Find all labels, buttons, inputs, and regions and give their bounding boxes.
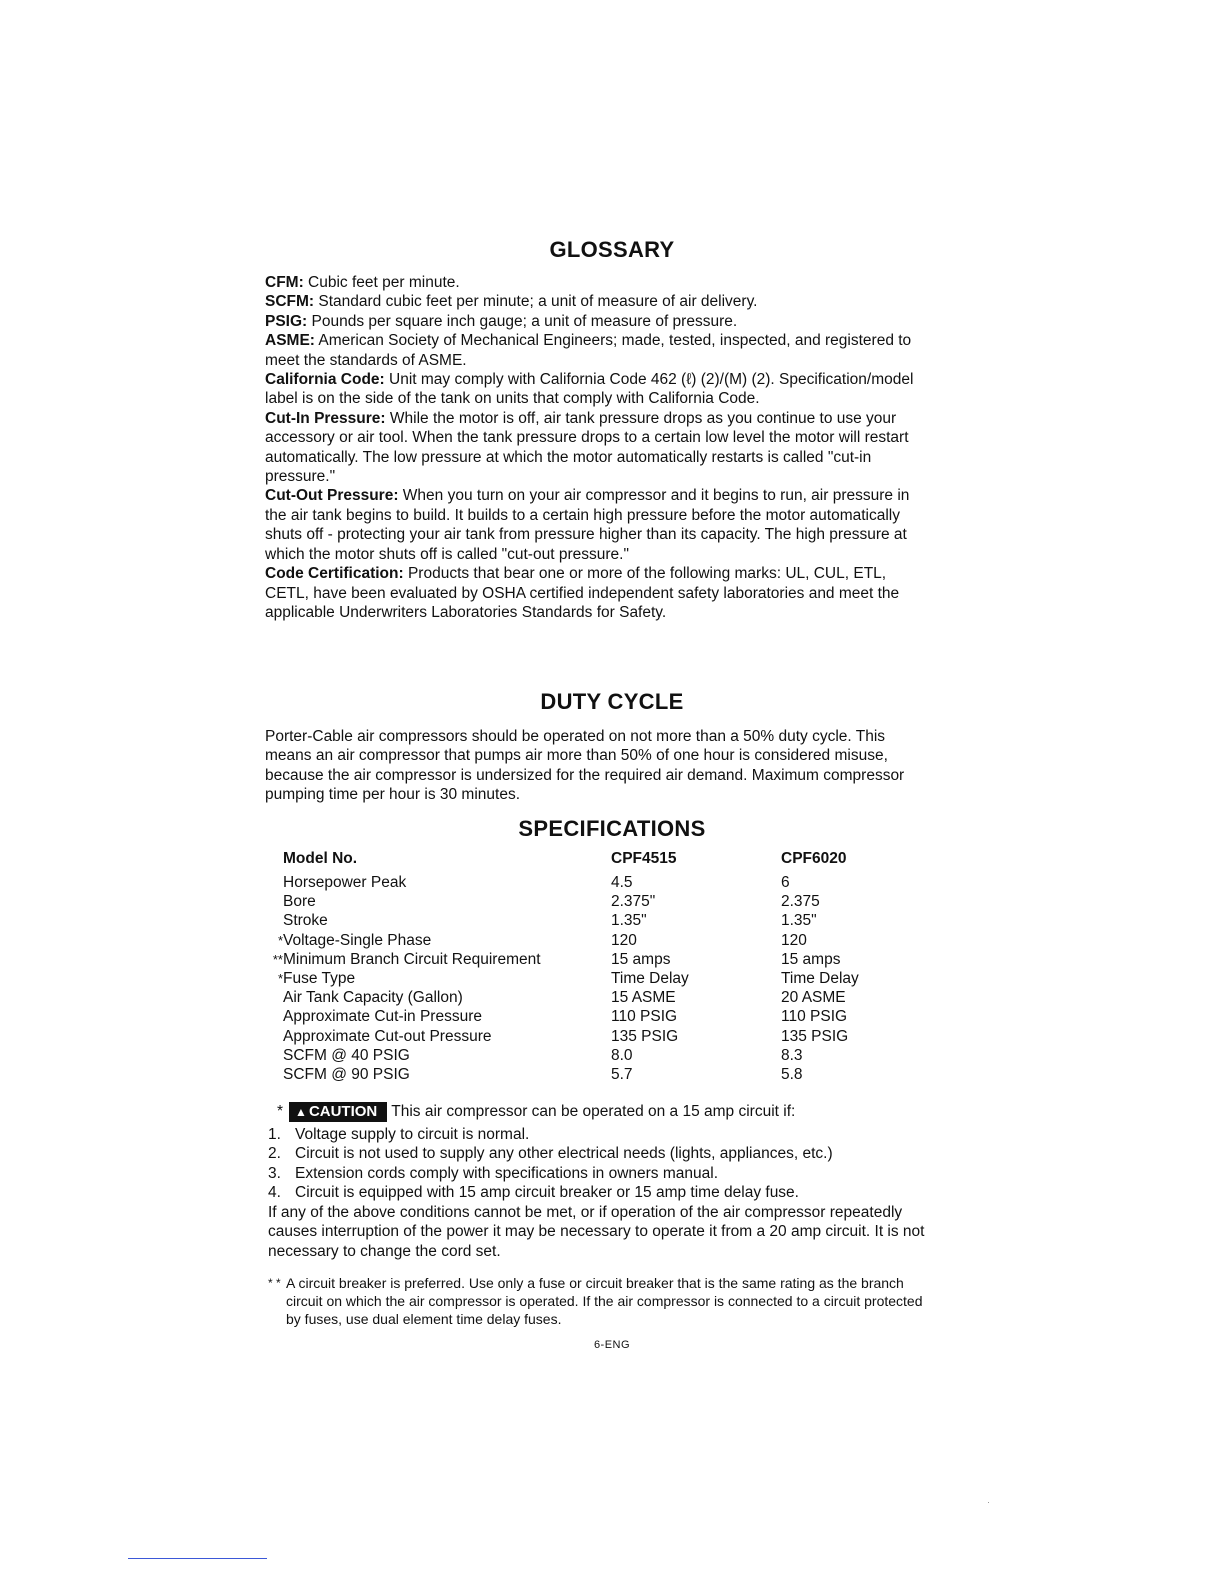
footnote-marker: * [277, 932, 283, 948]
footnote-marker [265, 1065, 283, 1084]
list-item-number: 3. [268, 1164, 281, 1182]
table-header-row [265, 849, 901, 873]
table-row [265, 988, 901, 1007]
glossary-definition: While the motor is off, air tank pressure drops as you continue to use your accessory or air tool. When the tank pressure drops to a certain low level the motor will restart automatically. The low pressure at which the motor automatically restarts is called "cut-in pressure." [265, 409, 909, 486]
glossary-definition: Products that bear one or more of the following marks: UL, CUL, ETL, CETL, have been evaluated by OSHA certified independent safety laboratories and meet the applicable Underwriters Laboratories Standards for Safety. [265, 565, 900, 621]
glossary-term: California Code: [265, 371, 385, 389]
spec-value-cpf6020: 5.8 [781, 1066, 803, 1084]
spec-value-cpf6020: Time Delay [781, 970, 859, 988]
footnote-marker [265, 1007, 283, 1026]
glossary-definition: American Society of Mechanical Engineers; made, tested, inspected, and registered to meet the standards of ASME. [265, 332, 912, 369]
caution-statement [277, 1102, 795, 1122]
model-cpf6020-header: CPF6020 [781, 850, 847, 867]
glossary-entry [265, 486, 925, 564]
footnote-marker: * [277, 971, 283, 987]
table-row [265, 931, 901, 950]
table-row [265, 873, 901, 892]
spec-value-cpf6020: 20 ASME [781, 989, 846, 1007]
footnote-marker [265, 1046, 283, 1065]
spec-value-cpf4515: 5.7 [611, 1066, 633, 1084]
glossary-entry [265, 409, 925, 487]
spec-label: Minimum Branch Circuit Requirement [283, 950, 541, 968]
model-no-header: Model No. [283, 850, 358, 867]
spec-label: Fuse Type [283, 970, 356, 988]
glossary-entry [265, 312, 925, 331]
list-item [265, 1183, 925, 1202]
footnote-marker [265, 873, 283, 892]
spec-label: Stroke [283, 912, 328, 930]
list-item-text: Circuit is equipped with 15 amp circuit breaker or 15 amp time delay fuse. [295, 1184, 799, 1202]
spec-label: SCFM @ 90 PSIG [283, 1066, 410, 1084]
list-item-number: 4. [268, 1184, 281, 1202]
model-cpf4515-header: CPF4515 [611, 850, 677, 867]
table-row [265, 892, 901, 911]
spec-value-cpf6020: 6 [781, 874, 790, 891]
specifications-title: SPECIFICATIONS [518, 816, 706, 841]
spec-value-cpf4515: 135 PSIG [611, 1027, 679, 1045]
spec-value-cpf4515: Time Delay [611, 970, 689, 988]
spec-value-cpf4515: 2.375" [611, 893, 656, 911]
footnote-marker [265, 911, 283, 930]
caution-text: This air compressor can be operated on a 15 amp circuit if: [391, 1103, 796, 1120]
duty-cycle-title: DUTY CYCLE [540, 689, 684, 714]
page-number: 6-ENG [593, 1339, 631, 1351]
spec-label: Approximate Cut-in Pressure [283, 1008, 482, 1026]
spec-value-cpf4515: 15 amps [611, 950, 671, 968]
table-row [265, 1065, 901, 1084]
list-item-text: Extension cords comply with specifications in owners manual. [295, 1164, 718, 1182]
table-row [265, 1046, 901, 1065]
spec-value-cpf6020: 120 [781, 931, 807, 949]
glossary-term: Cut-Out Pressure: [265, 487, 399, 505]
spec-label: Horsepower Peak [283, 874, 407, 891]
glossary-definition: Pounds per square inch gauge; a unit of measure of pressure. [307, 312, 738, 330]
scan-speck [988, 1502, 989, 1503]
caution-badge [289, 1102, 387, 1122]
caution-note: If any of the above conditions cannot be met, or if operation of the air compressor repeatedly causes interruption of the power it may be necessary to operate it from a 20 amp circuit. It is not necessary to change the cord set. [268, 1204, 925, 1260]
list-item [265, 1125, 925, 1144]
spec-label: Bore [283, 893, 316, 911]
glossary-entry [265, 273, 925, 292]
spec-label: Air Tank Capacity (Gallon) [283, 989, 463, 1007]
glossary-definition: Standard cubic feet per minute; a unit of measure of air delivery. [314, 293, 758, 311]
glossary-term: CFM: [265, 274, 304, 291]
table-row [265, 911, 901, 930]
glossary-title: GLOSSARY [549, 237, 675, 262]
glossary-definition: Unit may comply with California Code 462 (ℓ) (2)/(M) (2). Specification/model label is on the side of the tank on units that comply with California Code. [265, 371, 914, 408]
table-row [265, 1007, 901, 1026]
spec-value-cpf6020: 8.3 [781, 1046, 803, 1064]
caution-marker: * [277, 1103, 284, 1120]
caution-badge-label: CAUTION [308, 1103, 378, 1120]
spec-label: SCFM @ 40 PSIG [283, 1046, 410, 1064]
footnote [268, 1274, 928, 1328]
duty-cycle-text: Porter-Cable air compressors should be operated on not more than a 50% duty cycle. This means an air compressor that pumps air more than 50% of one hour is considered misuse, because the air compressor is undersized for the required air demand. Maximum compressor pumping time per hour is 30 minutes. [265, 728, 905, 804]
spec-label: Approximate Cut-out Pressure [283, 1027, 492, 1045]
spec-value-cpf4515: 110 PSIG [611, 1008, 678, 1026]
glossary-entry [265, 331, 925, 370]
spec-value-cpf4515: 1.35" [611, 912, 647, 930]
table-row [265, 969, 901, 988]
specifications-table [265, 849, 901, 1084]
spec-value-cpf6020: 135 PSIG [781, 1027, 849, 1045]
scan-edge-line [128, 1558, 267, 1559]
glossary-definition: When you turn on your air compressor and it begins to run, air pressure in the air tank begins to build. It builds to a certain high pressure before the motor automatically shuts off - protecting your air tank from pressure higher than its capacity. The high pressure at which the motor shuts off is called "cut-out pressure." [265, 487, 910, 563]
footnote-marker [265, 1027, 283, 1046]
spec-value-cpf4515: 120 [611, 931, 637, 949]
warning-triangle-icon: ▲ [295, 1105, 307, 1119]
spec-value-cpf6020: 110 PSIG [781, 1008, 848, 1026]
spec-value-cpf6020: 15 amps [781, 950, 841, 968]
footnote-marker: * * [268, 1276, 281, 1290]
glossary-entry [265, 292, 925, 311]
list-item-text: Circuit is not used to supply any other electrical needs (lights, appliances, etc.) [295, 1145, 833, 1163]
glossary-entry [265, 370, 925, 409]
footnote-text: A circuit breaker is preferred. Use only a fuse or circuit breaker that is the same rating as the branch circuit on which the air compressor is operated. If the air compressor is connected to a circuit protected by fuses, use dual element time delay fuses. [286, 1275, 923, 1327]
list-item-number: 1. [268, 1126, 281, 1143]
footnote-marker [265, 988, 283, 1007]
list-item [265, 1144, 925, 1163]
glossary-term: PSIG: [265, 312, 308, 330]
list-item-text: Voltage supply to circuit is normal. [295, 1126, 530, 1143]
glossary-entry [265, 564, 925, 622]
spec-value-cpf4515: 15 ASME [611, 989, 676, 1007]
list-item-number: 2. [268, 1145, 281, 1163]
glossary-term: ASME: [265, 332, 315, 350]
spec-value-cpf6020: 2.375 [781, 893, 820, 911]
glossary-term: SCFM: [265, 293, 315, 311]
table-row [265, 1027, 901, 1046]
table-row [265, 950, 901, 969]
glossary-term: Code Certification: [265, 565, 404, 583]
list-item [265, 1164, 925, 1183]
caution-conditions-list [265, 1125, 925, 1203]
spec-label: Voltage-Single Phase [283, 931, 432, 949]
glossary-section [265, 273, 925, 622]
footnote-marker [265, 892, 283, 911]
spec-value-cpf4515: 8.0 [611, 1046, 633, 1064]
spec-value-cpf4515: 4.5 [611, 874, 633, 891]
spec-value-cpf6020: 1.35" [781, 912, 817, 930]
glossary-definition: Cubic feet per minute. [303, 274, 460, 291]
footnote-marker: ** [272, 951, 283, 967]
glossary-term: Cut-In Pressure: [265, 409, 386, 427]
